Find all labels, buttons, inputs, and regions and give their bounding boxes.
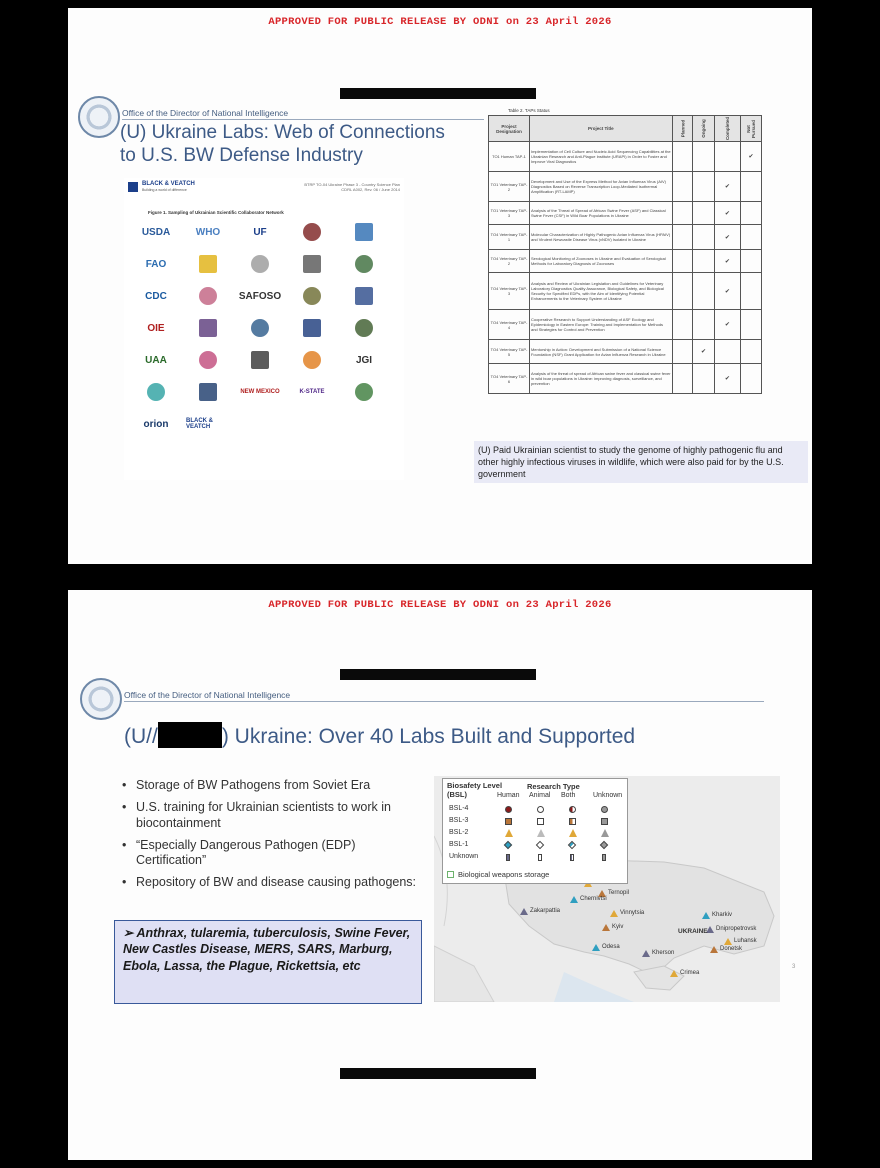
bullet-item: • Storage of BW Pathogens from Soviet Era <box>120 778 420 793</box>
logo-mark-icon <box>303 319 321 337</box>
collaborator-logo: UAA <box>145 354 167 366</box>
cell-status <box>740 225 761 250</box>
check-icon: ✔ <box>700 349 706 355</box>
cell-status <box>714 340 740 364</box>
col-completed <box>714 116 740 142</box>
legend-symbol-icon <box>601 818 608 825</box>
legend-types <box>497 792 627 802</box>
collaborator-logo <box>186 284 230 308</box>
legend-symbol-icon <box>505 818 512 825</box>
collaborator-logo <box>342 316 386 340</box>
collaborator-logo <box>342 252 386 276</box>
cell-designation: TO4 Veterinary TAP-1 <box>489 225 530 250</box>
col-not-pursued <box>740 116 761 142</box>
logo-mark-icon <box>355 287 373 305</box>
cell-status <box>714 225 740 250</box>
cell-status <box>672 273 693 310</box>
table-row <box>489 310 762 340</box>
bullet-item: • U.S. training for Ukrainian scientists to work in biocontainment <box>120 800 420 831</box>
cell-status <box>740 250 761 273</box>
logo-mark-icon <box>199 351 217 369</box>
collaborator-logo: JGI <box>355 354 373 366</box>
map-legend <box>442 778 628 884</box>
cell-status <box>714 273 740 310</box>
col-designation: Project Designation <box>489 116 530 142</box>
legend-symbol-icon <box>504 841 512 849</box>
collaborator-logo <box>238 316 282 340</box>
collaborator-logo: USDA <box>141 226 171 238</box>
odni-seal-icon <box>80 678 122 720</box>
legend-symbol-icon <box>569 818 576 825</box>
check-icon: ✔ <box>724 210 730 217</box>
legend-bsl-label: BSL-2 <box>449 829 469 836</box>
cell-status <box>693 310 715 340</box>
logo-mark-icon <box>251 255 269 273</box>
collaborator-logo: FAO <box>145 258 167 270</box>
table-row <box>489 250 762 273</box>
city-label: Kyiv <box>612 924 624 930</box>
legend-symbol-icon <box>569 806 576 813</box>
table-row <box>489 225 762 250</box>
city-label: Crimea <box>680 970 700 976</box>
logo-mark-icon <box>355 383 373 401</box>
check-icon: ✔ <box>724 184 730 190</box>
check-icon: ✔ <box>724 258 730 265</box>
legend-symbol-icon <box>505 829 513 837</box>
logo-mark-icon <box>147 383 165 401</box>
col-not-pursued-label: Not Pursued <box>745 119 756 138</box>
cell-status <box>693 340 715 364</box>
cell-status <box>714 142 740 172</box>
collaborator-logo <box>290 220 334 244</box>
legend-symbol-icon <box>538 854 542 861</box>
collaborator-logo <box>238 348 282 372</box>
office-label: Office of the Director of National Intelligence <box>122 108 289 118</box>
collaborator-logo <box>134 380 178 404</box>
release-stamp: APPROVED FOR PUBLIC RELEASE BY ODNI on 23 April 2026 <box>268 16 612 28</box>
cell-status <box>740 364 761 394</box>
cell-title: Analysis of the threat of spread of African swine fever and classical swine fever in wild boar populations in Ukraine: improving diagnosis, surveillance, and prevention <box>529 364 672 394</box>
city-label: Vinnytsia <box>620 910 645 916</box>
legend-symbol-icon <box>568 841 576 849</box>
figure-header-line-2: CDRL A002, Rev. 06 / June 2014 <box>341 187 400 192</box>
legend-symbol-icon <box>536 841 544 849</box>
cell-status <box>714 310 740 340</box>
table-row <box>489 273 762 310</box>
figure-header-right <box>304 182 400 192</box>
col-planned-label: Planned <box>679 119 685 138</box>
cell-status <box>740 310 761 340</box>
cell-status <box>693 250 715 273</box>
check-icon: ✔ <box>748 154 754 160</box>
logo-mark-icon <box>199 319 217 337</box>
figure-caption: Figure 1. Sampling of Ukrainian Scientific Collaborator Network <box>148 210 284 215</box>
check-icon: ✔ <box>724 376 730 382</box>
cell-status <box>693 273 715 310</box>
city-label: Ternopil <box>608 890 630 896</box>
legend-bsl-label: Unknown <box>449 853 479 860</box>
page-number: 3 <box>792 964 796 970</box>
logo-mark-icon <box>355 223 373 241</box>
table-row <box>489 172 762 202</box>
bullet-list <box>120 778 420 898</box>
logo-mark-icon <box>303 223 321 241</box>
slide-title <box>124 722 635 749</box>
logo-grid <box>134 220 400 476</box>
cell-designation: TO1 Veterinary TAP-2 <box>489 172 530 202</box>
cell-status <box>672 364 693 394</box>
city-label: Donetsk <box>720 946 743 952</box>
cell-status <box>740 202 761 225</box>
cell-title: Molecular Characterization of Highly Pathogenic Avian Influenza Virus (HPAIV) and Virulent Newcastle Disease Virus (vNDV) Isolated in Ukraine <box>529 225 672 250</box>
legend-symbol-icon <box>601 829 609 837</box>
table-caption: Table 2. TAPs Status <box>508 108 550 113</box>
cell-title: Cooperative Research to Support Understanding of ASF Ecology and Epidemiology in Eastern Europe: Training and Implementation for Methods and Strategies for Control and Prevention <box>529 310 672 340</box>
legend-bsl-label: BSL-3 <box>449 817 469 824</box>
check-icon: ✔ <box>724 322 730 328</box>
city-label: Odesa <box>602 944 620 950</box>
logo-mark-icon <box>303 287 321 305</box>
taps-status-table <box>488 115 762 394</box>
release-stamp: APPROVED FOR PUBLIC RELEASE BY ODNI on 23 April 2026 <box>268 599 612 611</box>
check-icon: ✔ <box>724 288 730 295</box>
cell-status <box>714 172 740 202</box>
slide-1 <box>68 8 812 564</box>
cell-title: Serological Monitoring of Zoonoses in Ukraine and Evaluation of Serological Methods for Laboratory Diagnosis of Zoonoses <box>529 250 672 273</box>
cell-title: Mentorship in Action: Development and Submission of a National Science Foundation (NSF) Grant Application for Avian Influenza Research in Ukraine <box>529 340 672 364</box>
logo-mark-icon <box>199 287 217 305</box>
cell-status <box>672 142 693 172</box>
city-label: Zakarpattia <box>530 908 561 914</box>
legend-type-label: Human <box>497 792 520 799</box>
cell-status <box>714 364 740 394</box>
collaborator-logo <box>342 284 386 308</box>
cell-status <box>693 172 715 202</box>
bullet-item: • “Especially Dangerous Pathogen (EDP) Certification” <box>120 838 420 869</box>
cell-designation: TO4 Veterinary TAP-5 <box>489 340 530 364</box>
cell-designation: TO1 Human TAP-1 <box>489 142 530 172</box>
cell-status <box>714 202 740 225</box>
slide-title-line-2: to U.S. BW Defense Industry <box>120 144 363 166</box>
cell-status <box>672 202 693 225</box>
logo-mark-icon <box>251 351 269 369</box>
collaborator-logo <box>186 380 230 404</box>
logo-mark-icon <box>199 383 217 401</box>
header-rule <box>122 119 484 120</box>
table-row <box>489 142 762 172</box>
logo-mark-icon <box>303 255 321 273</box>
legend-symbol-icon <box>537 818 544 825</box>
cell-status <box>672 340 693 364</box>
cell-status <box>693 364 715 394</box>
cell-status <box>672 250 693 273</box>
logo-mark-icon <box>355 255 373 273</box>
collaborator-logo: WHO <box>195 226 221 238</box>
cell-designation: TO4 Veterinary TAP-2 <box>489 250 530 273</box>
figure-header-line-1: BTRP TO-04 Ukraine Phase 3 - Country Science Plan <box>304 182 400 187</box>
collaborator-logo <box>290 316 334 340</box>
title-suffix: ) Ukraine: Over 40 Labs Built and Supported <box>221 725 636 748</box>
payment-note: (U) Paid Ukrainian scientist to study the genome of highly pathogenic flu and other highly infectious viruses in wildlife, which were also paid for by the U.S. government <box>474 441 808 483</box>
check-icon: ✔ <box>724 234 730 241</box>
legend-symbol-icon <box>570 854 574 861</box>
collaborator-logo <box>186 316 230 340</box>
cell-status <box>740 273 761 310</box>
legend-type-header: Research Type <box>527 782 580 791</box>
title-prefix: (U// <box>124 725 158 748</box>
cell-designation: TO1 Veterinary TAP-3 <box>489 202 530 225</box>
collaborator-logo: SAFOSO <box>238 290 282 302</box>
cell-status <box>672 225 693 250</box>
cell-status <box>672 310 693 340</box>
legend-symbol-icon <box>506 854 510 861</box>
legend-symbol-icon <box>601 806 608 813</box>
col-ongoing-label: Ongoing <box>700 119 706 138</box>
collaborator-logo: NEW MEXICO <box>240 389 280 395</box>
cell-designation: TO4 Veterinary TAP-4 <box>489 310 530 340</box>
figure-brand: BLACK & VEATCH <box>142 181 195 187</box>
cell-status <box>693 202 715 225</box>
legend-type-label: Animal <box>529 792 551 799</box>
cell-status <box>740 142 761 172</box>
logo-mark-icon <box>355 319 373 337</box>
collaborator-logo <box>186 252 230 276</box>
col-title: Project Title <box>529 116 672 142</box>
logo-mark-icon <box>303 351 321 369</box>
cell-designation: TO4 Veterinary TAP-3 <box>489 273 530 310</box>
col-planned <box>672 116 693 142</box>
city-label: Dnipropetrovsk <box>716 926 757 932</box>
cell-status <box>740 340 761 364</box>
collaborator-logo <box>342 380 386 404</box>
collaborator-logo <box>342 220 386 244</box>
office-label: Office of the Director of National Intelligence <box>124 690 291 700</box>
city-label: Kharkiv <box>712 912 733 918</box>
cell-title: Analysis and Review of Ukrainian Legislation and Guidelines for Veterinary Laboratory Diagnostics Quality Assurance, Biological Safety, and Biological Security for Specified EDPs, with the Aim of Identifying Potential Enhancements to the Veterinary System of Ukraine <box>529 273 672 310</box>
legend-bsl-label: BSL-4 <box>449 805 469 812</box>
table-row <box>489 202 762 225</box>
legend-symbol-icon <box>602 854 606 861</box>
collaborator-figure <box>124 178 404 480</box>
cell-title: Implementation of Cell Culture and Nucleic Acid Sequencing Capabilities at the Ukrainian Research and Anti-Plague Institute (URAPI) in Order to Foster and Improve Viral Diagnostics <box>529 142 672 172</box>
cell-title: Development and Use of the Express Method for Avian Influenza Virus (AIV) Diagnostics Based on Reverse Transcription Loop-Mediated Isothermal Amplification (RT-LAMP) <box>529 172 672 202</box>
city-label: Chernivtsi <box>580 896 607 902</box>
legend-bsl-label: BSL-1 <box>449 841 469 848</box>
city-label: Kherson <box>652 950 675 956</box>
ukraine-lab-map <box>434 776 780 1002</box>
slide-title-line-1: (U) Ukraine Labs: Web of Connections <box>120 122 445 143</box>
storage-swatch-icon <box>447 871 454 878</box>
cell-status <box>693 225 715 250</box>
collaborator-logo <box>290 284 334 308</box>
table-row <box>489 364 762 394</box>
collaborator-logo: CDC <box>145 290 167 302</box>
collaborator-logo: K-STATE <box>299 389 325 395</box>
bv-logo-icon <box>128 182 138 192</box>
table-row <box>489 340 762 364</box>
legend-symbol-icon <box>505 806 512 813</box>
collaborator-logo: UF <box>253 226 267 238</box>
figure-brand-sub: Building a world of difference <box>142 188 187 192</box>
cell-status <box>714 250 740 273</box>
col-completed-label: Completed <box>724 116 730 141</box>
legend-bsl-header: Biosafety Level (BSL) <box>447 781 503 799</box>
cell-status <box>693 142 715 172</box>
cell-status <box>672 172 693 202</box>
legend-storage-label: Biological weapons storage <box>458 870 550 879</box>
redaction-bar <box>340 88 536 99</box>
slide-2 <box>68 590 812 1160</box>
collaborator-logo <box>290 252 334 276</box>
redaction-bar <box>340 1068 536 1079</box>
country-label: UKRAINE <box>678 928 708 935</box>
city-label: Luhansk <box>734 938 757 944</box>
collaborator-logo <box>290 348 334 372</box>
legend-type-label: Both <box>561 792 576 799</box>
slide-title <box>120 122 445 168</box>
logo-mark-icon <box>199 255 217 273</box>
logo-mark-icon <box>251 319 269 337</box>
legend-symbol-icon <box>537 829 545 837</box>
header-rule <box>124 701 764 702</box>
cell-designation: TO4 Veterinary TAP-6 <box>489 364 530 394</box>
cell-title: Analysis of the Threat of Spread of African Swine Fever (ASF) and Classical Swine Fever (CSF) in Wild Boar Populations in Ukraine <box>529 202 672 225</box>
pathogen-box: ➢ Anthrax, tularemia, tuberculosis, Swine Fever, New Castles Disease, MERS, SARS, Marburg, Ebola, Lassa, the Plague, Rickettsia, etc <box>114 920 422 1004</box>
table-body <box>489 142 762 394</box>
legend-symbol-icon <box>569 829 577 837</box>
collaborator-logo <box>186 348 230 372</box>
col-ongoing <box>693 116 715 142</box>
collaborator-logo <box>238 252 282 276</box>
odni-seal-icon <box>78 96 120 138</box>
title-redaction <box>158 722 222 748</box>
collaborator-logo: BLACK & VEATCH <box>186 418 213 430</box>
legend-symbol-icon <box>537 806 544 813</box>
redaction-bar <box>340 669 536 680</box>
cell-status <box>740 172 761 202</box>
legend-symbol-icon <box>600 841 608 849</box>
collaborator-logo: OIE <box>147 322 165 334</box>
table-header-row <box>489 116 762 142</box>
collaborator-logo: orion <box>143 418 169 430</box>
legend-type-label: Unknown <box>593 792 623 799</box>
bullet-item: • Repository of BW and disease causing pathogens: <box>120 875 420 890</box>
legend-rows <box>443 805 627 865</box>
